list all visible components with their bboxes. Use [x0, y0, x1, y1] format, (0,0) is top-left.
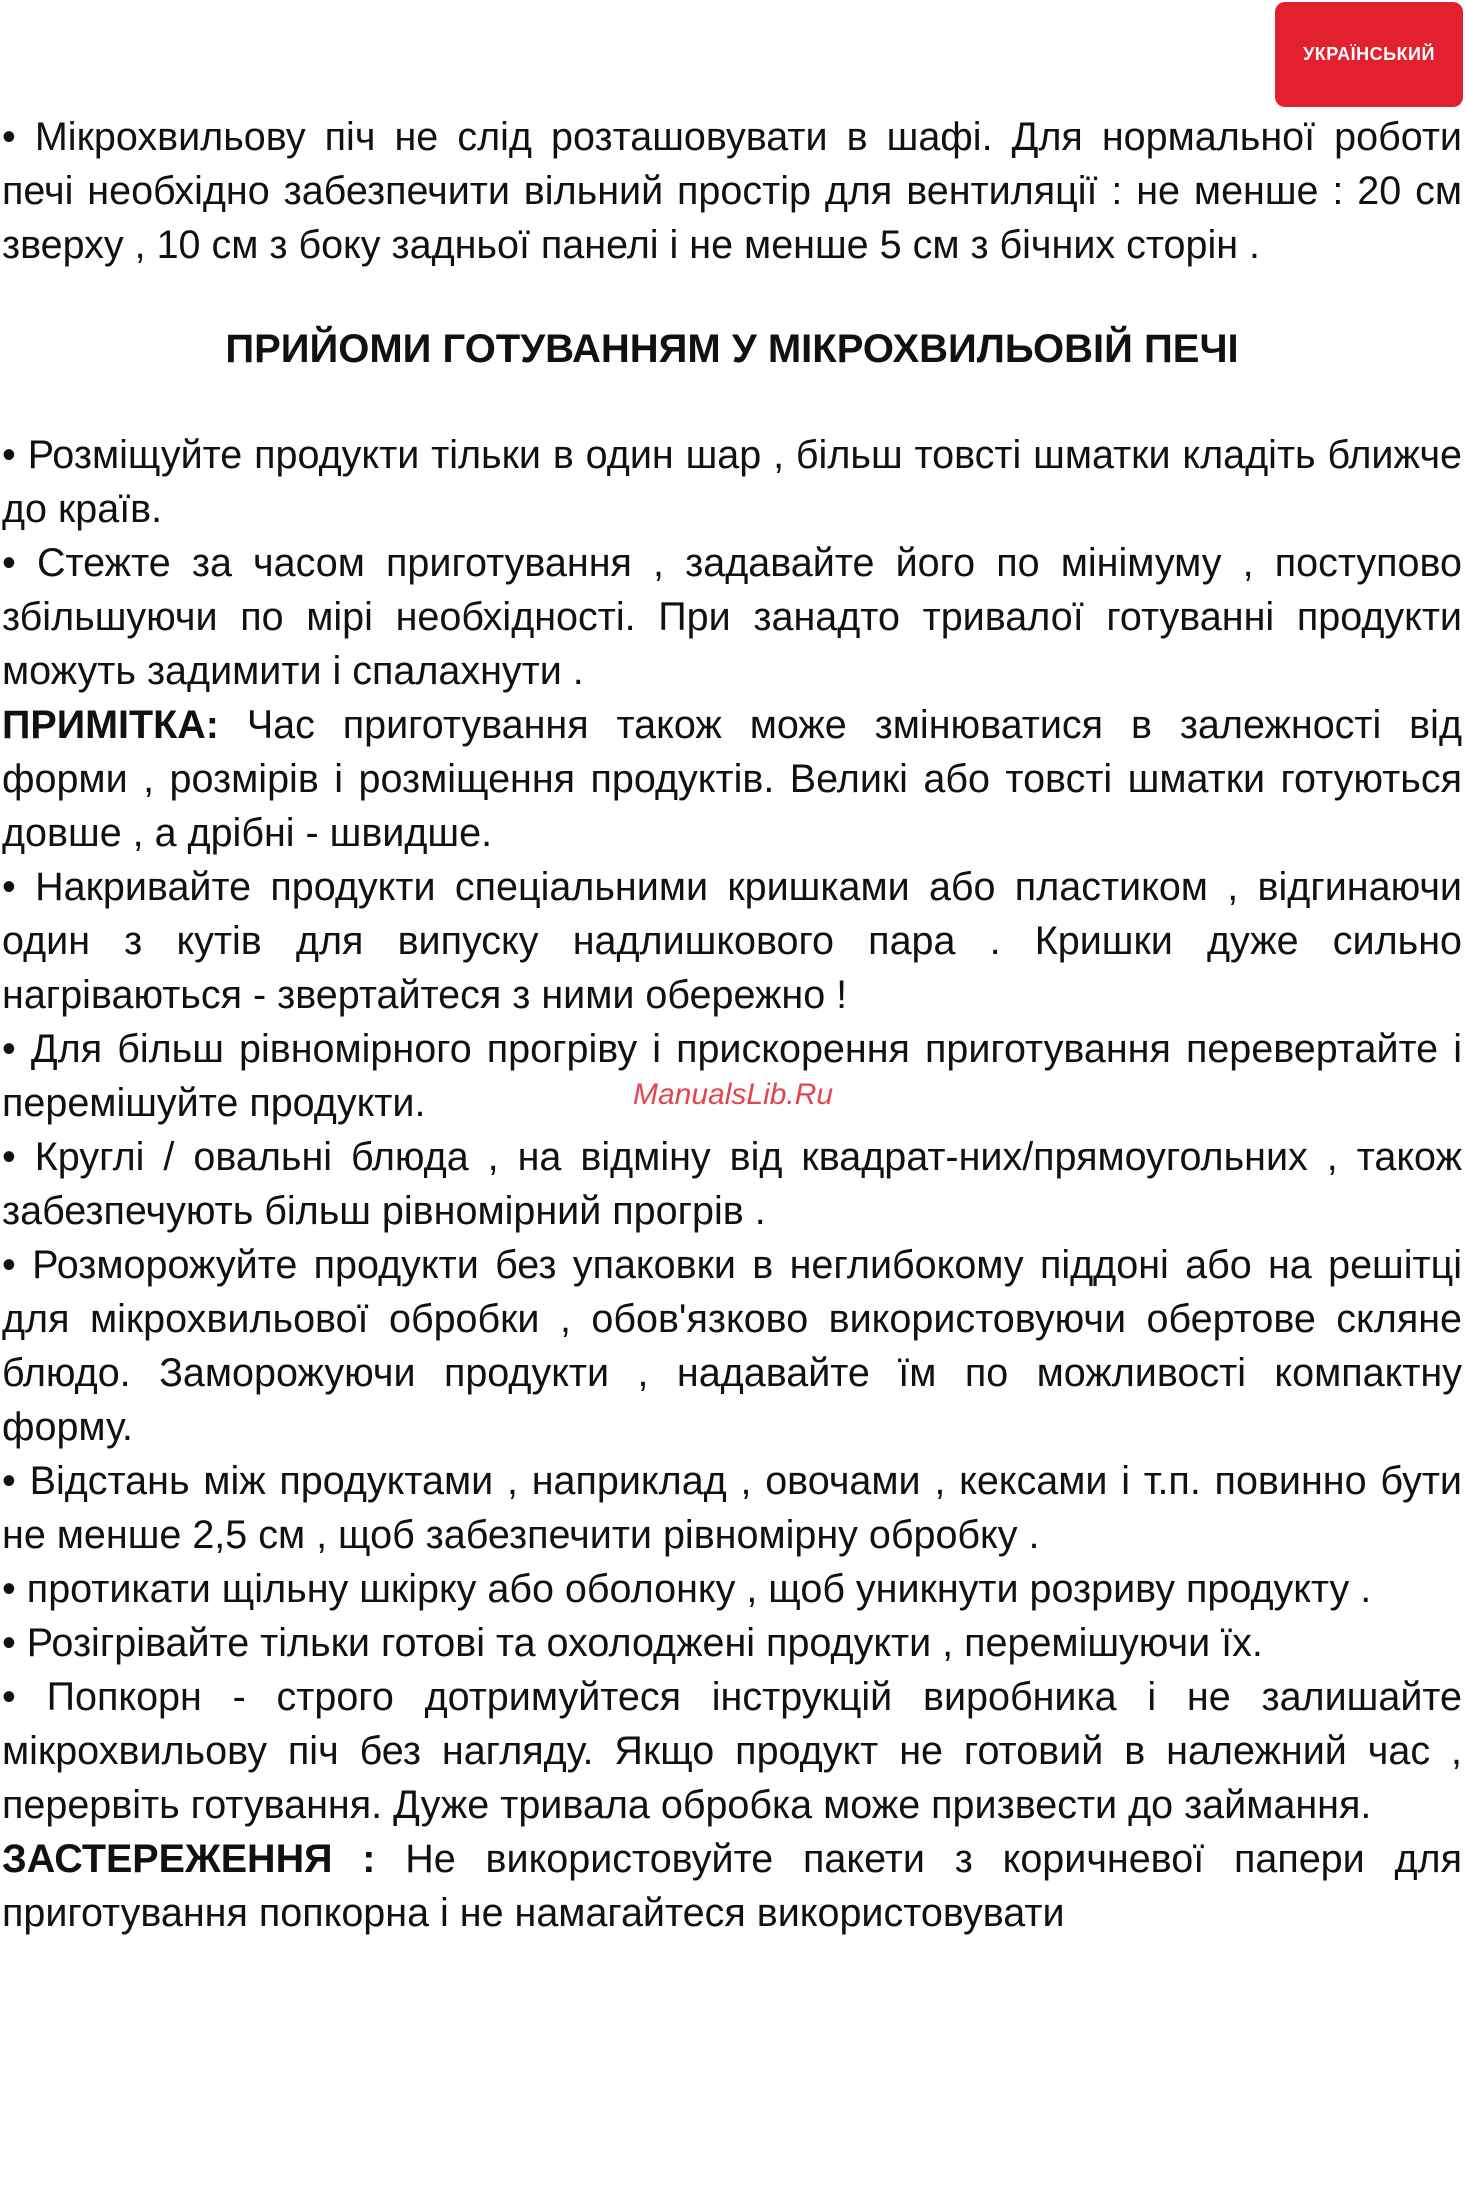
note-label: ПРИМІТКА:: [2, 703, 219, 747]
paragraph: • Розігрівайте тільки готові та охолоджені продукти , перемішуючи їх.: [2, 1621, 1263, 1665]
document-body: [2, 110, 1462, 1940]
note-paragraph: [2, 698, 1462, 860]
section-heading: ПРИЙОМИ ГОТУВАННЯМ У МІКРОХВИЛЬОВІЙ ПЕЧІ: [225, 327, 1239, 371]
paragraph: • Стежте за часом приготування , задавайте його по мінімуму , поступово збільшуючи по мірі необхідності. При занадто тривалої готуванні продукти можуть задимити і спалахнути .: [2, 541, 1462, 693]
paragraph: • Круглі / овальні блюда , на відміну від квадрат-них/прямоугольних , також забезпечують більш рівномірний прогрів .: [2, 1135, 1462, 1233]
intro-paragraph: • Мікрохвильову піч не слід розташовувати в шафі. Для нормальної роботи печі необхідно забезпечити вільний простір для вентиляції : не менше : 20 см зверху , 10 см з боку задньої панелі і не менше 5 см з бічних сторін .: [2, 115, 1462, 267]
note-text: Час приготування також може змінюватися в залежності від форми , розмірів і розміщення продуктів. Великі або товсті шматки готуються довше , а дрібні - швидше.: [2, 703, 1462, 855]
paragraph: • Для більш рівномірного прогріву і прискорення приготування перевертайте і перемішуйте продукти.: [2, 1027, 1462, 1125]
paragraph: • Попкорн - строго дотримуйтеся інструкцій виробника і не залишайте мікрохвильову піч без нагляду. Якщо продукт не готовий в належний час , перервіть готування. Дуже тривала обробка може призвести до займання.: [2, 1675, 1462, 1827]
paragraph: • Відстань між продуктами , наприклад , овочами , кексами і т.п. повинно бути не менше 2,5 см , щоб забезпечити рівномірну обробку .: [2, 1459, 1462, 1557]
language-badge: УКРАЇНСЬКИЙ: [1275, 2, 1463, 107]
warning-text: Не використовуйте пакети з коричневої папери для приготування попкорна і не намагайтеся використовувати: [2, 1837, 1462, 1935]
watermark: ManualsLib.Ru: [633, 1078, 834, 1111]
paragraph: • Розморожуйте продукти без упаковки в неглибокому піддоні або на решітці для мікрохвильової обробки , обов'язково використовуючи обертове скляне блюдо. Заморожуючи продукти , надавайте їм по можливості компактну форму.: [2, 1243, 1462, 1449]
warning-label: ЗАСТЕРЕЖЕННЯ :: [2, 1837, 376, 1881]
paragraph: • протикати щільну шкірку або оболонку , щоб уникнути розриву продукту .: [2, 1567, 1372, 1611]
paragraph: • Накривайте продукти спеціальними кришками або пластиком , відгинаючи один з кутів для випуску надлишкового пара . Кришки дуже сильно нагріваються - звертайтеся з ними обережно !: [2, 865, 1462, 1017]
warning-paragraph: [2, 1832, 1462, 1940]
paragraph: • Розміщуйте продукти тільки в один шар , більш товсті шматки кладіть ближче до країв.: [2, 433, 1462, 531]
